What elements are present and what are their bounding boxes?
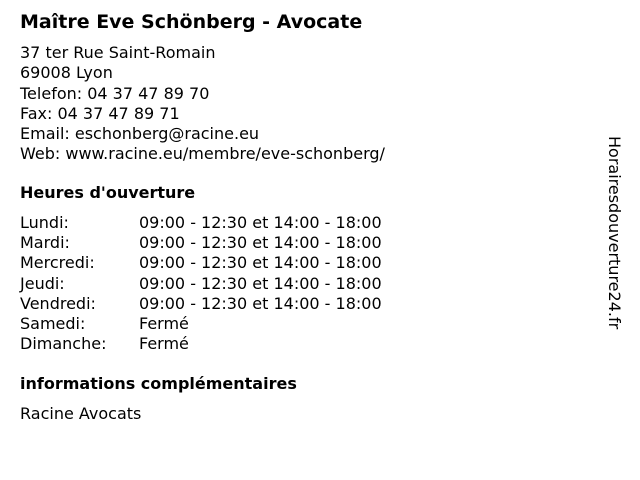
additional-info-heading: informations complémentaires [20,374,297,393]
fax-number: Fax: 04 37 47 89 71 [20,103,180,123]
additional-info-text: Racine Avocats [20,404,142,423]
hours-day: Dimanche: [20,334,107,354]
hours-day: Mercredi: [20,253,95,273]
hours-time: 09:00 - 12:30 et 14:00 - 18:00 [139,233,382,253]
page-title: Maître Eve Schönberg - Avocate [20,11,363,33]
hours-row [20,314,440,334]
hours-time: 09:00 - 12:30 et 14:00 - 18:00 [139,293,382,313]
hours-row [20,253,440,273]
site-watermark: Horairesdouverture24.fr [605,136,624,330]
hours-time: Fermé [139,334,189,354]
address-city: 69008 Lyon [20,63,113,83]
hours-time: Fermé [139,313,189,333]
hours-row [20,274,440,294]
address-street: 37 ter Rue Saint-Romain [20,43,216,62]
contact-block [20,43,385,165]
hours-row [20,213,440,233]
opening-hours-table [20,213,440,354]
phone-number: Telefon: 04 37 47 89 70 [20,83,210,103]
hours-time: 09:00 - 12:30 et 14:00 - 18:00 [139,213,382,232]
hours-day: Lundi: [20,213,69,232]
hours-row [20,233,440,253]
opening-hours-heading: Heures d'ouverture [20,183,196,202]
hours-row [20,334,440,354]
hours-time: 09:00 - 12:30 et 14:00 - 18:00 [139,253,382,273]
email-address: Email: eschonberg@racine.eu [20,124,260,144]
hours-day: Jeudi: [20,273,65,293]
hours-day: Vendredi: [20,293,96,313]
hours-time: 09:00 - 12:30 et 14:00 - 18:00 [139,273,382,293]
hours-row [20,294,440,314]
hours-day: Samedi: [20,313,86,333]
website-url: Web: www.racine.eu/membre/eve-schonberg/ [20,144,385,164]
hours-day: Mardi: [20,233,70,253]
